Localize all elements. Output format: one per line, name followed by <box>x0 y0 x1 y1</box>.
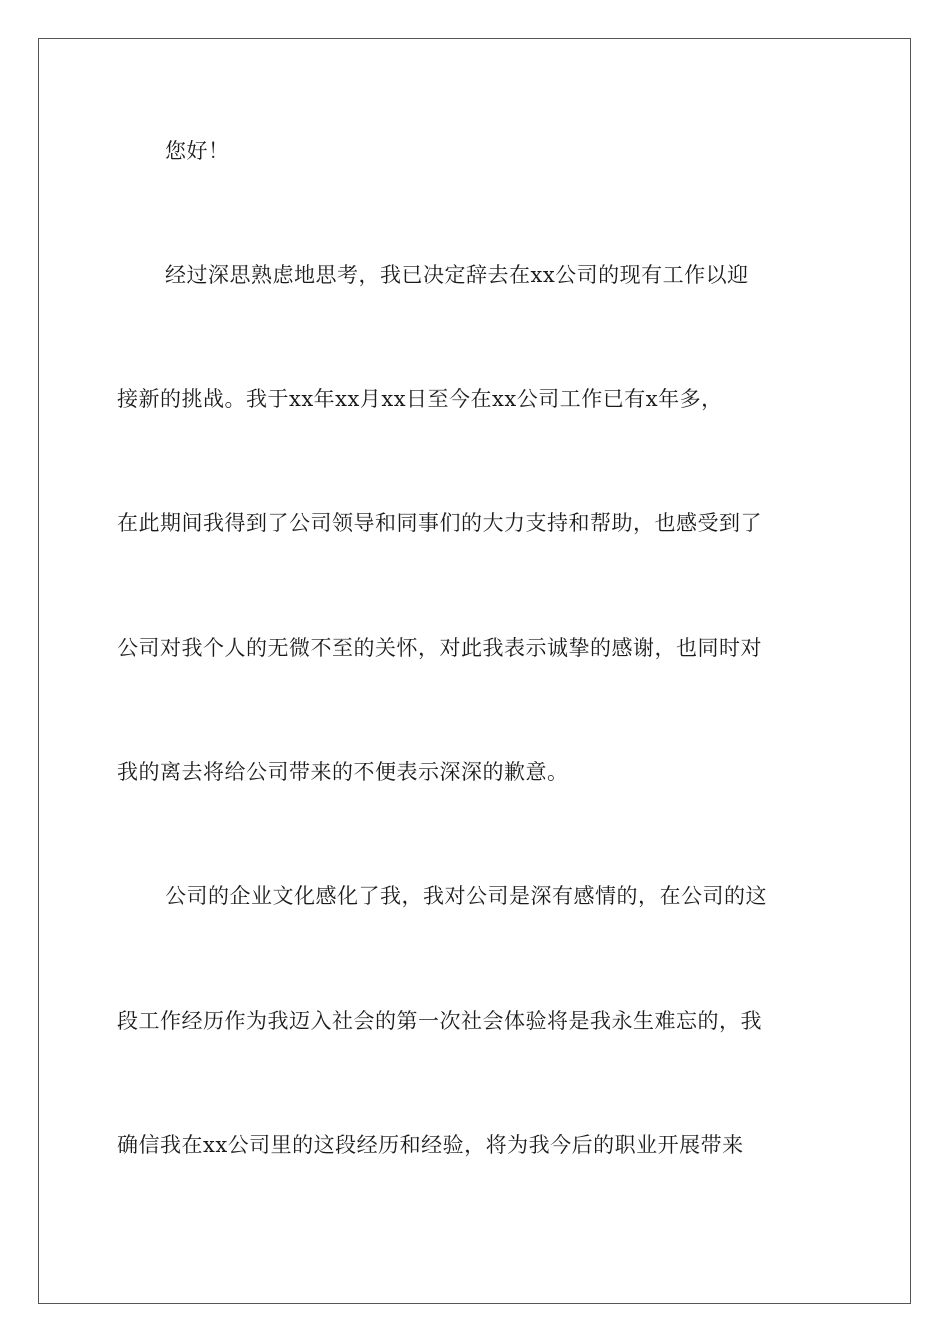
paragraph-1-line-4: 公司对我个人的无微不至的关怀，对此我表示诚挚的感谢，也同时对 <box>117 636 762 660</box>
paragraph-1-line-2: 接新的挑战。我于xx年xx月xx日至今在xx公司工作已有x年多， <box>117 387 723 411</box>
paragraph-2-line-3: 确信我在xx公司里的这段经历和经验，将为我今后的职业开展带来 <box>117 1133 744 1157</box>
page-border <box>38 38 911 1304</box>
paragraph-2-line-1: 公司的企业文化感化了我，我对公司是深有感情的，在公司的这 <box>165 884 767 908</box>
paragraph-1-line-3: 在此期间我得到了公司领导和同事们的大力支持和帮助，也感受到了 <box>117 511 762 535</box>
paragraph-1-line-5: 我的离去将给公司带来的不便表示深深的歉意。 <box>117 760 569 784</box>
paragraph-2-line-2: 段工作经历作为我迈入社会的第一次社会体验将是我永生难忘的，我 <box>117 1009 762 1033</box>
paragraph-1-line-1: 经过深思熟虑地思考，我已决定辞去在xx公司的现有工作以迎 <box>165 263 749 287</box>
greeting-line: 您好！ <box>165 139 230 163</box>
